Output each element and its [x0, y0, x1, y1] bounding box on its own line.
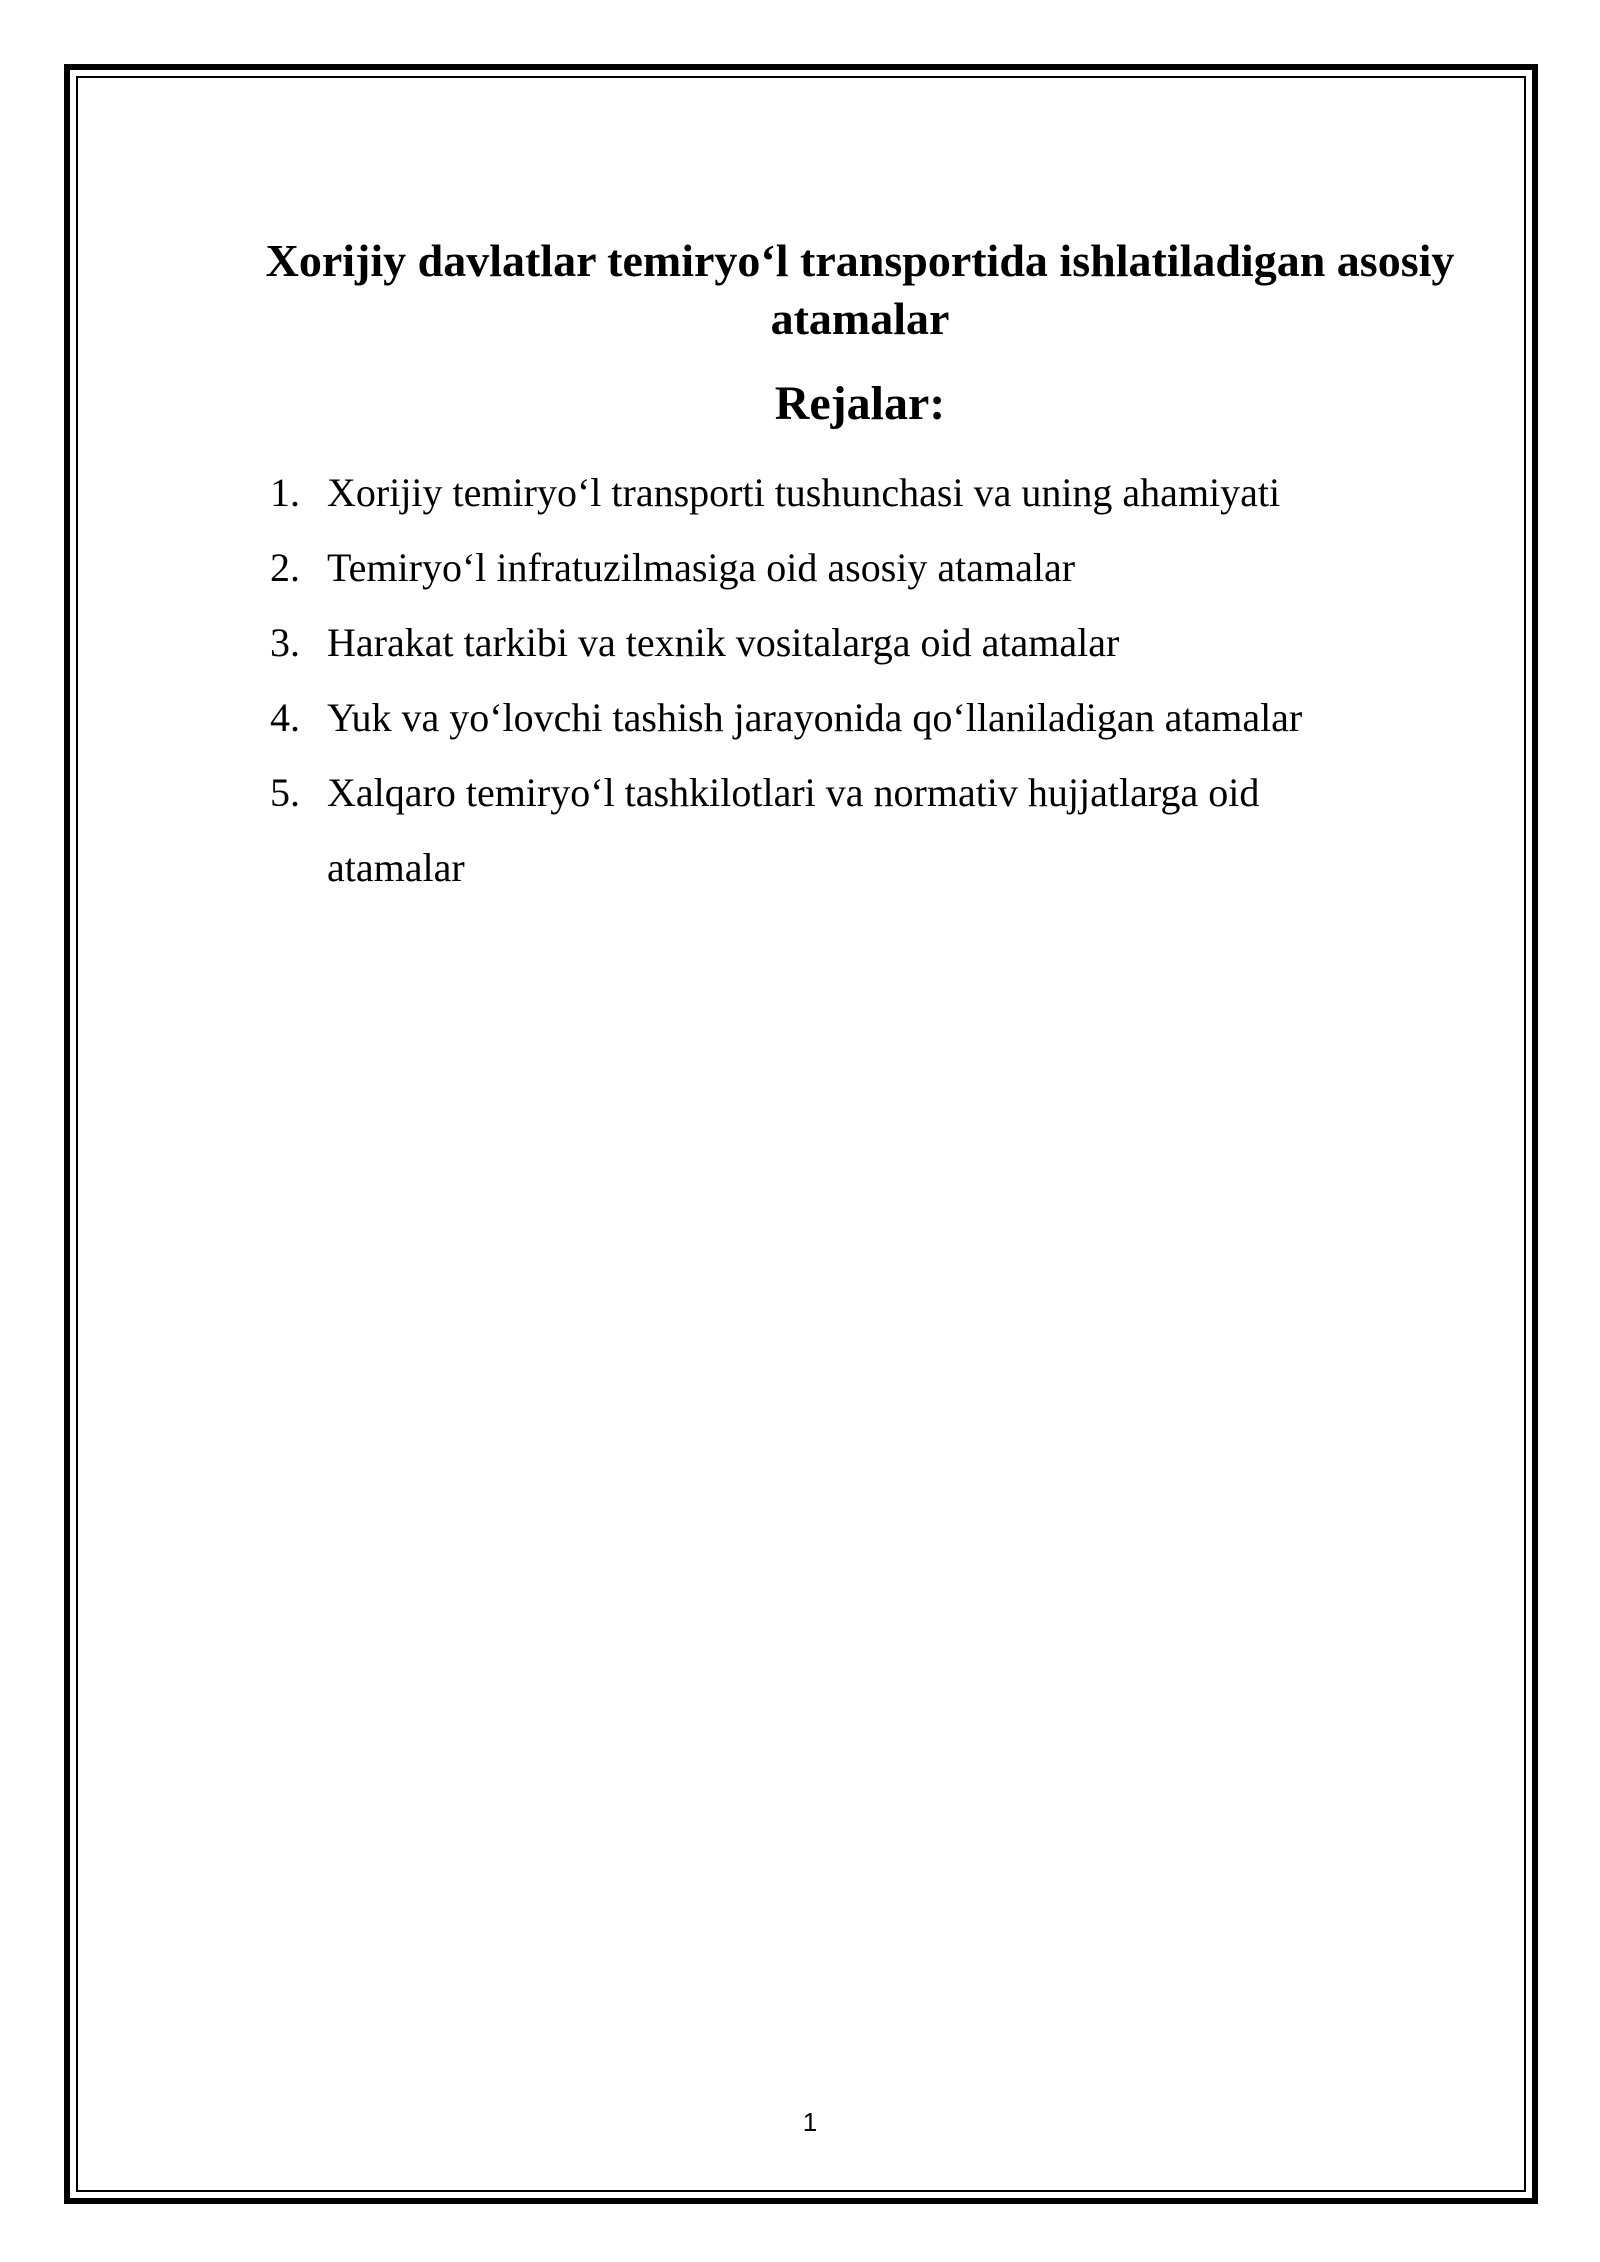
plan-text: Yuk va yo‘lovchi tashish jarayonida qo‘llaniladigan atamalar: [327, 695, 1303, 740]
plan-text: Xalqaro temiryo‘l tashkilotlari va normativ hujjatlarga oid atamalar: [327, 770, 1260, 890]
plan-item: [270, 680, 1450, 755]
plan-text: Temiryo‘l infratuzilmasiga oid asosiy atamalar: [327, 545, 1076, 590]
plan-number: 4.: [270, 695, 300, 740]
plan-text: Xorijiy temiryo‘l transporti tushunchasi va uning ahamiyati: [327, 470, 1281, 515]
plans-heading: Rejalar:: [774, 377, 946, 430]
page-number: 1: [802, 2107, 818, 2137]
plan-list: [270, 455, 1450, 905]
plan-item: [270, 605, 1450, 680]
document-title: Xorijiy davlatlar temiryo‘l transportida ishlatiladigan asosiy atamalar: [265, 235, 1455, 344]
plan-number: 2.: [270, 545, 300, 590]
plan-number: 3.: [270, 620, 300, 665]
plan-number: 5.: [270, 770, 300, 815]
plan-item: [270, 530, 1450, 605]
plan-item: [270, 455, 1450, 530]
plan-item: [270, 755, 1450, 905]
plan-text: Harakat tarkibi va texnik vositalarga oid atamalar: [327, 620, 1120, 665]
plan-number: 1.: [270, 470, 300, 515]
